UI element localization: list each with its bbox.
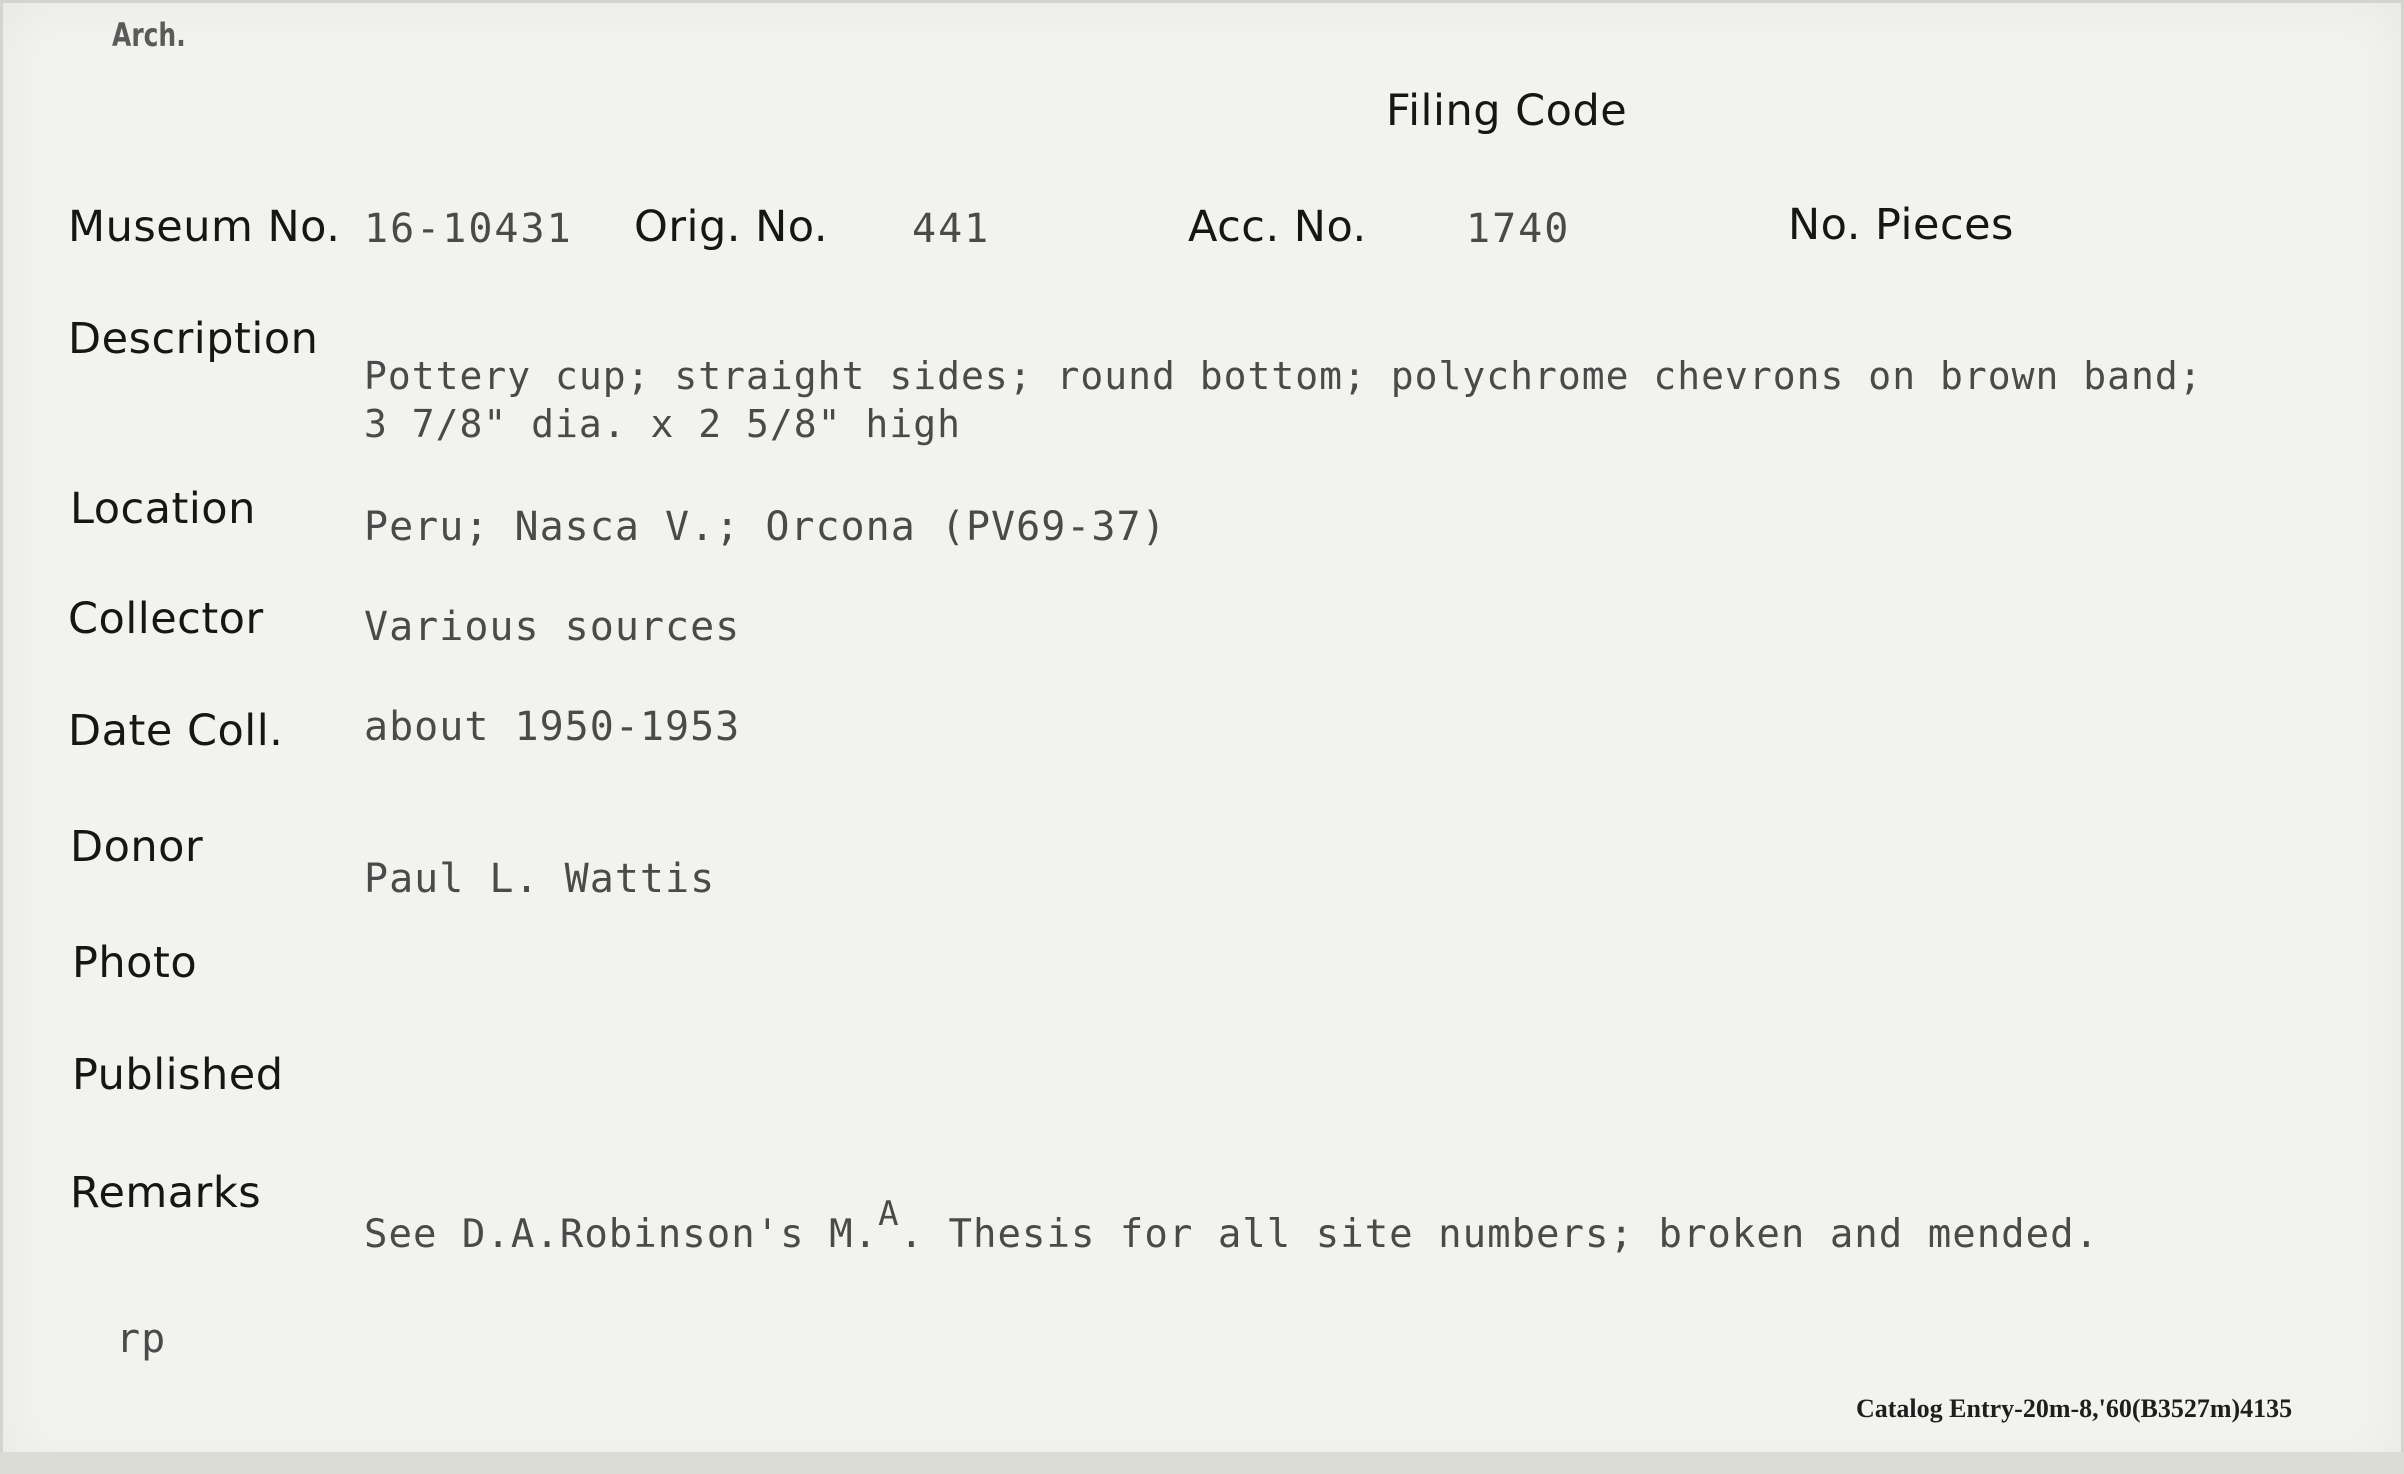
filing-code-label: Filing Code — [1386, 86, 1628, 136]
date-coll-value: about 1950-1953 — [364, 704, 741, 750]
location-value: Peru; Nasca V.; Orcona (PV69-37) — [364, 504, 1167, 550]
remarks-text-end: . Thesis for all site numbers; broken and mended. — [899, 1212, 2100, 1257]
card-bottom-edge — [0, 1452, 2404, 1474]
description-line-1: Pottery cup; straight sides; round bottom; polychrome chevrons on brown band; — [364, 354, 2203, 398]
acc-no-value: 1740 — [1466, 206, 1571, 252]
collector-value: Various sources — [364, 604, 741, 650]
remarks-value — [364, 1194, 2100, 1257]
no-pieces-label: No. Pieces — [1788, 200, 2014, 250]
description-line-2: 3 7/8" dia. x 2 5/8" high — [364, 402, 961, 446]
description-label: Description — [68, 314, 319, 364]
photo-label: Photo — [72, 938, 198, 988]
published-label: Published — [72, 1050, 284, 1100]
museum-no-value: 16-10431 — [364, 206, 573, 252]
collector-label: Collector — [68, 594, 264, 644]
remarks-superscript: A — [878, 1194, 900, 1234]
department-mark: Arch. — [112, 16, 186, 54]
museum-no-label: Museum No. — [68, 202, 341, 252]
date-coll-label: Date Coll. — [68, 706, 284, 756]
donor-value: Paul L. Wattis — [364, 856, 716, 902]
acc-no-label: Acc. No. — [1188, 202, 1367, 252]
location-label: Location — [70, 484, 256, 534]
orig-no-value: 441 — [912, 206, 991, 252]
initials: rp — [116, 1316, 167, 1362]
donor-label: Donor — [70, 822, 204, 872]
remarks-text-start: See D.A.Robinson's M. — [364, 1212, 879, 1257]
orig-no-label: Orig. No. — [634, 202, 828, 252]
catalog-footer: Catalog Entry-20m-8,'60(B3527m)4135 — [1856, 1394, 2293, 1423]
remarks-label: Remarks — [70, 1168, 262, 1218]
